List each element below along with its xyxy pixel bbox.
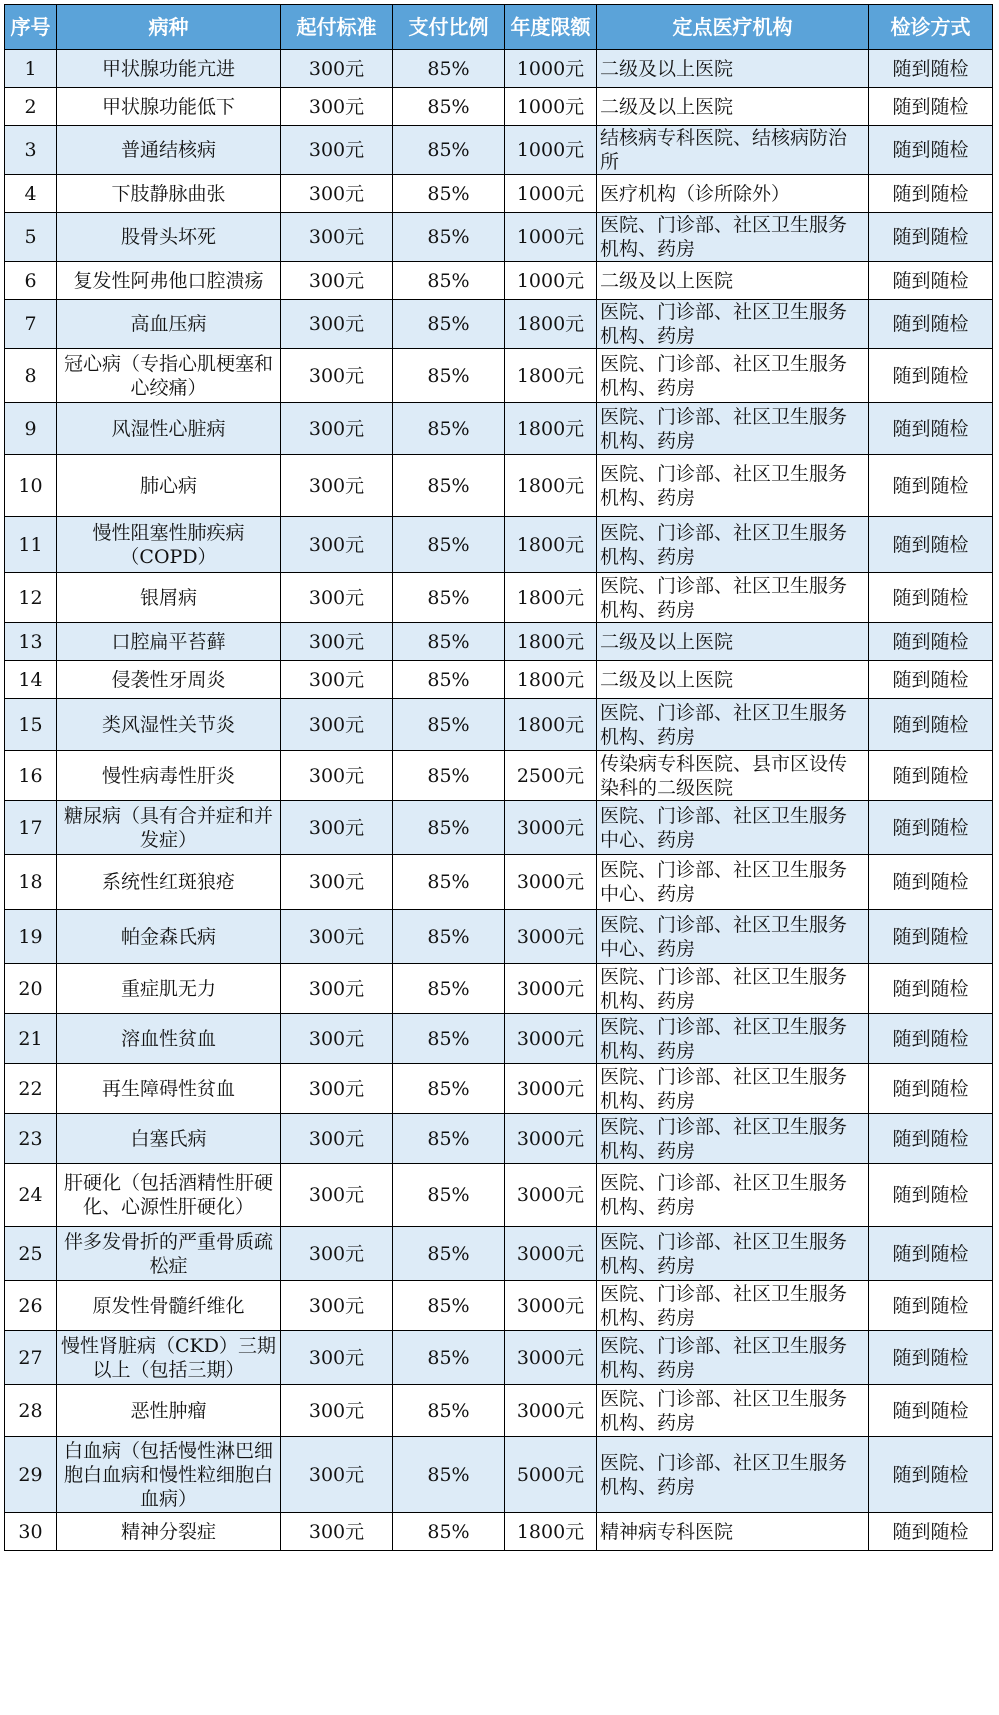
cell-institution: 医院、门诊部、社区卫生服务机构、药房 <box>597 517 869 573</box>
cell-ratio: 85% <box>393 699 505 751</box>
cell-deductible: 300元 <box>281 1227 393 1281</box>
cell-method: 随到随检 <box>869 751 993 801</box>
cell-ratio: 85% <box>393 175 505 213</box>
table-row <box>5 262 993 300</box>
cell-limit: 3000元 <box>505 801 597 855</box>
cell-ratio: 85% <box>393 801 505 855</box>
cell-limit: 3000元 <box>505 964 597 1014</box>
table-row <box>5 910 993 964</box>
cell-method: 随到随检 <box>869 403 993 455</box>
cell-ratio: 85% <box>393 1227 505 1281</box>
table-row <box>5 175 993 213</box>
cell-no: 25 <box>5 1227 57 1281</box>
cell-deductible: 300元 <box>281 699 393 751</box>
table-row <box>5 661 993 699</box>
cell-deductible: 300元 <box>281 910 393 964</box>
table-row <box>5 1114 993 1164</box>
cell-deductible: 300元 <box>281 801 393 855</box>
cell-limit: 1000元 <box>505 213 597 262</box>
cell-institution: 二级及以上医院 <box>597 623 869 661</box>
cell-institution: 医院、门诊部、社区卫生服务机构、药房 <box>597 403 869 455</box>
header-no: 序号 <box>5 5 57 50</box>
cell-limit: 3000元 <box>505 910 597 964</box>
cell-disease: 白血病（包括慢性淋巴细胞白血病和慢性粒细胞白血病） <box>57 1437 281 1513</box>
cell-institution: 医院、门诊部、社区卫生服务中心、药房 <box>597 910 869 964</box>
cell-method: 随到随检 <box>869 1385 993 1437</box>
cell-no: 30 <box>5 1513 57 1551</box>
cell-disease: 肝硬化（包括酒精性肝硬化、心源性肝硬化） <box>57 1164 281 1227</box>
cell-institution: 医院、门诊部、社区卫生服务机构、药房 <box>597 699 869 751</box>
cell-disease: 下肢静脉曲张 <box>57 175 281 213</box>
cell-institution: 医院、门诊部、社区卫生服务中心、药房 <box>597 855 869 910</box>
cell-deductible: 300元 <box>281 751 393 801</box>
cell-limit: 1000元 <box>505 126 597 175</box>
cell-ratio: 85% <box>393 88 505 126</box>
cell-no: 7 <box>5 300 57 349</box>
cell-method: 随到随检 <box>869 964 993 1014</box>
cell-limit: 1000元 <box>505 50 597 88</box>
cell-limit: 5000元 <box>505 1437 597 1513</box>
cell-method: 随到随检 <box>869 1227 993 1281</box>
cell-deductible: 300元 <box>281 455 393 517</box>
cell-deductible: 300元 <box>281 126 393 175</box>
table-header-row <box>5 5 993 50</box>
cell-deductible: 300元 <box>281 300 393 349</box>
cell-disease: 溶血性贫血 <box>57 1014 281 1064</box>
cell-no: 2 <box>5 88 57 126</box>
cell-ratio: 85% <box>393 661 505 699</box>
cell-limit: 1800元 <box>505 403 597 455</box>
cell-institution: 医院、门诊部、社区卫生服务机构、药房 <box>597 1227 869 1281</box>
cell-method: 随到随检 <box>869 349 993 403</box>
table-row <box>5 50 993 88</box>
table-row <box>5 855 993 910</box>
disease-table <box>4 4 993 1551</box>
cell-disease: 伴多发骨折的严重骨质疏松症 <box>57 1227 281 1281</box>
cell-deductible: 300元 <box>281 855 393 910</box>
cell-institution: 医院、门诊部、社区卫生服务机构、药房 <box>597 1437 869 1513</box>
table-row <box>5 1064 993 1114</box>
cell-institution: 医院、门诊部、社区卫生服务机构、药房 <box>597 1281 869 1331</box>
cell-ratio: 85% <box>393 517 505 573</box>
cell-no: 1 <box>5 50 57 88</box>
header-disease: 病种 <box>57 5 281 50</box>
cell-institution: 传染病专科医院、县市区设传染科的二级医院 <box>597 751 869 801</box>
table-body <box>5 50 993 1551</box>
cell-no: 24 <box>5 1164 57 1227</box>
cell-ratio: 85% <box>393 910 505 964</box>
table-row <box>5 300 993 349</box>
cell-method: 随到随检 <box>869 1014 993 1064</box>
cell-disease: 恶性肿瘤 <box>57 1385 281 1437</box>
cell-disease: 慢性阻塞性肺疾病（COPD） <box>57 517 281 573</box>
cell-deductible: 300元 <box>281 573 393 623</box>
cell-no: 23 <box>5 1114 57 1164</box>
cell-deductible: 300元 <box>281 1513 393 1551</box>
table-row <box>5 1227 993 1281</box>
table-row <box>5 403 993 455</box>
cell-no: 17 <box>5 801 57 855</box>
cell-limit: 3000元 <box>505 1331 597 1385</box>
cell-deductible: 300元 <box>281 349 393 403</box>
cell-institution: 二级及以上医院 <box>597 262 869 300</box>
cell-no: 26 <box>5 1281 57 1331</box>
cell-method: 随到随检 <box>869 455 993 517</box>
cell-no: 15 <box>5 699 57 751</box>
cell-deductible: 300元 <box>281 661 393 699</box>
cell-disease: 甲状腺功能亢进 <box>57 50 281 88</box>
cell-no: 14 <box>5 661 57 699</box>
header-method: 检诊方式 <box>869 5 993 50</box>
cell-no: 29 <box>5 1437 57 1513</box>
cell-method: 随到随检 <box>869 801 993 855</box>
table-row <box>5 517 993 573</box>
cell-no: 12 <box>5 573 57 623</box>
cell-no: 19 <box>5 910 57 964</box>
cell-ratio: 85% <box>393 1437 505 1513</box>
cell-institution: 医院、门诊部、社区卫生服务机构、药房 <box>597 455 869 517</box>
cell-deductible: 300元 <box>281 50 393 88</box>
table-row <box>5 1281 993 1331</box>
cell-ratio: 85% <box>393 1164 505 1227</box>
cell-limit: 1800元 <box>505 517 597 573</box>
table-row <box>5 349 993 403</box>
cell-disease: 重症肌无力 <box>57 964 281 1014</box>
cell-disease: 糖尿病（具有合并症和并发症） <box>57 801 281 855</box>
cell-institution: 医院、门诊部、社区卫生服务机构、药房 <box>597 1014 869 1064</box>
cell-method: 随到随检 <box>869 175 993 213</box>
cell-ratio: 85% <box>393 751 505 801</box>
table-row <box>5 1014 993 1064</box>
cell-no: 9 <box>5 403 57 455</box>
cell-institution: 二级及以上医院 <box>597 661 869 699</box>
cell-method: 随到随检 <box>869 855 993 910</box>
cell-no: 11 <box>5 517 57 573</box>
cell-disease: 股骨头坏死 <box>57 213 281 262</box>
table-row <box>5 623 993 661</box>
cell-ratio: 85% <box>393 1281 505 1331</box>
cell-deductible: 300元 <box>281 1014 393 1064</box>
cell-no: 28 <box>5 1385 57 1437</box>
disease-table-container <box>4 4 992 1551</box>
cell-deductible: 300元 <box>281 1164 393 1227</box>
cell-limit: 1000元 <box>505 175 597 213</box>
cell-no: 4 <box>5 175 57 213</box>
cell-deductible: 300元 <box>281 175 393 213</box>
cell-institution: 精神病专科医院 <box>597 1513 869 1551</box>
cell-institution: 医院、门诊部、社区卫生服务机构、药房 <box>597 1331 869 1385</box>
cell-limit: 2500元 <box>505 751 597 801</box>
cell-disease: 慢性病毒性肝炎 <box>57 751 281 801</box>
table-row <box>5 699 993 751</box>
cell-disease: 肺心病 <box>57 455 281 517</box>
cell-no: 21 <box>5 1014 57 1064</box>
cell-ratio: 85% <box>393 964 505 1014</box>
cell-deductible: 300元 <box>281 1385 393 1437</box>
cell-institution: 二级及以上医院 <box>597 50 869 88</box>
cell-no: 5 <box>5 213 57 262</box>
cell-limit: 3000元 <box>505 1385 597 1437</box>
cell-method: 随到随检 <box>869 262 993 300</box>
cell-disease: 系统性红斑狼疮 <box>57 855 281 910</box>
cell-limit: 1000元 <box>505 88 597 126</box>
cell-institution: 医院、门诊部、社区卫生服务机构、药房 <box>597 964 869 1014</box>
cell-disease: 慢性肾脏病（CKD）三期以上（包括三期） <box>57 1331 281 1385</box>
table-row <box>5 88 993 126</box>
cell-institution: 医院、门诊部、社区卫生服务机构、药房 <box>597 1385 869 1437</box>
cell-no: 8 <box>5 349 57 403</box>
cell-institution: 医院、门诊部、社区卫生服务机构、药房 <box>597 349 869 403</box>
cell-limit: 1800元 <box>505 455 597 517</box>
cell-ratio: 85% <box>393 300 505 349</box>
cell-method: 随到随检 <box>869 1164 993 1227</box>
cell-ratio: 85% <box>393 455 505 517</box>
cell-deductible: 300元 <box>281 964 393 1014</box>
cell-limit: 3000元 <box>505 855 597 910</box>
header-deductible: 起付标准 <box>281 5 393 50</box>
cell-disease: 原发性骨髓纤维化 <box>57 1281 281 1331</box>
cell-ratio: 85% <box>393 1385 505 1437</box>
cell-limit: 3000元 <box>505 1164 597 1227</box>
cell-no: 3 <box>5 126 57 175</box>
table-row <box>5 573 993 623</box>
cell-ratio: 85% <box>393 50 505 88</box>
cell-method: 随到随检 <box>869 213 993 262</box>
cell-ratio: 85% <box>393 1014 505 1064</box>
cell-method: 随到随检 <box>869 623 993 661</box>
cell-deductible: 300元 <box>281 213 393 262</box>
cell-no: 22 <box>5 1064 57 1114</box>
cell-method: 随到随检 <box>869 517 993 573</box>
cell-disease: 冠心病（专指心肌梗塞和心绞痛） <box>57 349 281 403</box>
cell-disease: 再生障碍性贫血 <box>57 1064 281 1114</box>
cell-ratio: 85% <box>393 262 505 300</box>
cell-limit: 1800元 <box>505 699 597 751</box>
table-row <box>5 1385 993 1437</box>
cell-limit: 1800元 <box>505 300 597 349</box>
table-row <box>5 1164 993 1227</box>
cell-limit: 3000元 <box>505 1227 597 1281</box>
cell-no: 10 <box>5 455 57 517</box>
cell-method: 随到随检 <box>869 300 993 349</box>
cell-deductible: 300元 <box>281 517 393 573</box>
cell-disease: 甲状腺功能低下 <box>57 88 281 126</box>
cell-deductible: 300元 <box>281 1437 393 1513</box>
cell-no: 27 <box>5 1331 57 1385</box>
cell-institution: 医疗机构（诊所除外） <box>597 175 869 213</box>
cell-institution: 医院、门诊部、社区卫生服务机构、药房 <box>597 300 869 349</box>
cell-disease: 风湿性心脏病 <box>57 403 281 455</box>
cell-ratio: 85% <box>393 623 505 661</box>
cell-institution: 医院、门诊部、社区卫生服务机构、药房 <box>597 1064 869 1114</box>
cell-method: 随到随检 <box>869 910 993 964</box>
cell-deductible: 300元 <box>281 88 393 126</box>
cell-method: 随到随检 <box>869 1513 993 1551</box>
cell-method: 随到随检 <box>869 1281 993 1331</box>
cell-disease: 高血压病 <box>57 300 281 349</box>
cell-institution: 医院、门诊部、社区卫生服务机构、药房 <box>597 573 869 623</box>
cell-no: 18 <box>5 855 57 910</box>
cell-limit: 1800元 <box>505 349 597 403</box>
cell-no: 6 <box>5 262 57 300</box>
cell-disease: 白塞氏病 <box>57 1114 281 1164</box>
cell-method: 随到随检 <box>869 1114 993 1164</box>
cell-method: 随到随检 <box>869 699 993 751</box>
cell-disease: 口腔扁平苔藓 <box>57 623 281 661</box>
cell-no: 20 <box>5 964 57 1014</box>
cell-ratio: 85% <box>393 403 505 455</box>
cell-deductible: 300元 <box>281 1331 393 1385</box>
table-row <box>5 1437 993 1513</box>
cell-method: 随到随检 <box>869 50 993 88</box>
cell-no: 13 <box>5 623 57 661</box>
cell-deductible: 300元 <box>281 262 393 300</box>
cell-disease: 银屑病 <box>57 573 281 623</box>
cell-limit: 3000元 <box>505 1064 597 1114</box>
cell-ratio: 85% <box>393 855 505 910</box>
table-row <box>5 801 993 855</box>
cell-disease: 普通结核病 <box>57 126 281 175</box>
cell-deductible: 300元 <box>281 623 393 661</box>
cell-no: 16 <box>5 751 57 801</box>
cell-institution: 医院、门诊部、社区卫生服务机构、药房 <box>597 213 869 262</box>
cell-deductible: 300元 <box>281 1064 393 1114</box>
cell-institution: 医院、门诊部、社区卫生服务机构、药房 <box>597 1114 869 1164</box>
cell-deductible: 300元 <box>281 1114 393 1164</box>
cell-ratio: 85% <box>393 213 505 262</box>
cell-deductible: 300元 <box>281 1281 393 1331</box>
cell-deductible: 300元 <box>281 403 393 455</box>
cell-limit: 1800元 <box>505 623 597 661</box>
table-row <box>5 213 993 262</box>
table-row <box>5 751 993 801</box>
cell-disease: 精神分裂症 <box>57 1513 281 1551</box>
table-row <box>5 455 993 517</box>
cell-disease: 复发性阿弗他口腔溃疡 <box>57 262 281 300</box>
cell-limit: 1000元 <box>505 262 597 300</box>
cell-disease: 类风湿性关节炎 <box>57 699 281 751</box>
cell-institution: 医院、门诊部、社区卫生服务机构、药房 <box>597 1164 869 1227</box>
cell-limit: 3000元 <box>505 1014 597 1064</box>
cell-method: 随到随检 <box>869 88 993 126</box>
header-institution: 定点医疗机构 <box>597 5 869 50</box>
table-row <box>5 126 993 175</box>
cell-ratio: 85% <box>393 1513 505 1551</box>
cell-method: 随到随检 <box>869 573 993 623</box>
cell-limit: 3000元 <box>505 1281 597 1331</box>
cell-disease: 帕金森氏病 <box>57 910 281 964</box>
cell-method: 随到随检 <box>869 1331 993 1385</box>
cell-ratio: 85% <box>393 126 505 175</box>
cell-method: 随到随检 <box>869 126 993 175</box>
table-row <box>5 1331 993 1385</box>
cell-institution: 结核病专科医院、结核病防治所 <box>597 126 869 175</box>
cell-ratio: 85% <box>393 1114 505 1164</box>
cell-method: 随到随检 <box>869 1064 993 1114</box>
cell-method: 随到随检 <box>869 661 993 699</box>
cell-ratio: 85% <box>393 1064 505 1114</box>
cell-limit: 1800元 <box>505 661 597 699</box>
header-ratio: 支付比例 <box>393 5 505 50</box>
header-limit: 年度限额 <box>505 5 597 50</box>
cell-institution: 二级及以上医院 <box>597 88 869 126</box>
table-row <box>5 964 993 1014</box>
cell-institution: 医院、门诊部、社区卫生服务中心、药房 <box>597 801 869 855</box>
cell-disease: 侵袭性牙周炎 <box>57 661 281 699</box>
cell-ratio: 85% <box>393 349 505 403</box>
cell-ratio: 85% <box>393 573 505 623</box>
cell-limit: 3000元 <box>505 1114 597 1164</box>
cell-method: 随到随检 <box>869 1437 993 1513</box>
table-row <box>5 1513 993 1551</box>
cell-ratio: 85% <box>393 1331 505 1385</box>
cell-limit: 1800元 <box>505 573 597 623</box>
cell-limit: 1800元 <box>505 1513 597 1551</box>
